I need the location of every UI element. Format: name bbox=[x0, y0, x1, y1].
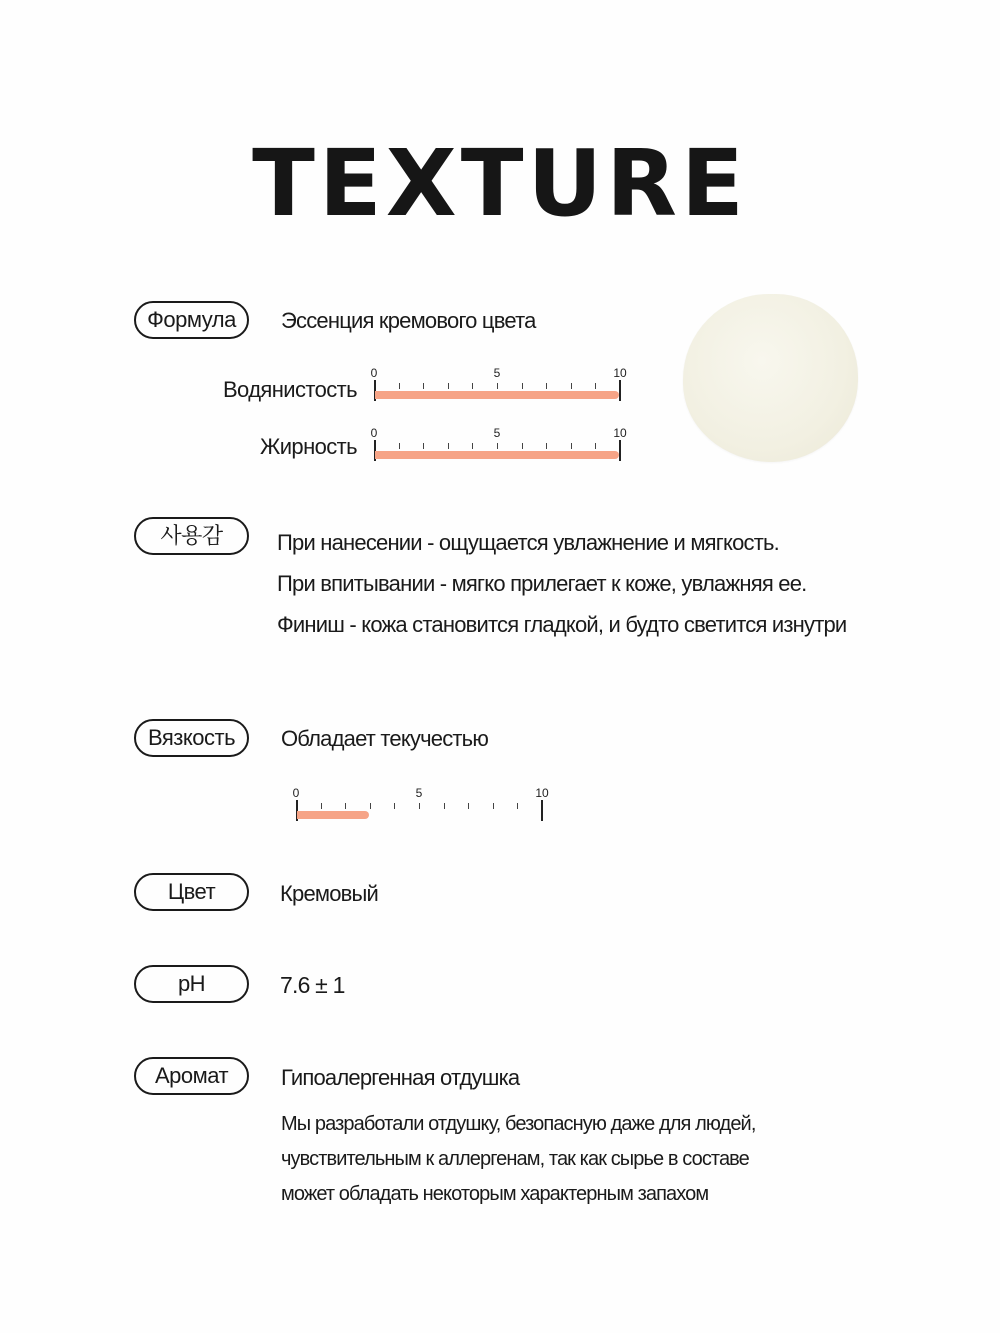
scale-number-10: 10 bbox=[613, 366, 627, 380]
scale-number-10: 10 bbox=[613, 426, 627, 440]
scale-end-mark bbox=[541, 800, 543, 821]
scale-tick bbox=[517, 803, 518, 809]
scale-tick bbox=[522, 443, 523, 449]
scale-tick bbox=[399, 383, 400, 389]
wateriness-scale bbox=[370, 366, 627, 406]
scale-tick bbox=[546, 383, 547, 389]
formula-value: Эссенция кремового цвета bbox=[281, 308, 536, 333]
scale-tick bbox=[497, 383, 498, 389]
scale-number-5: 5 bbox=[493, 366, 501, 380]
scale-tick bbox=[370, 803, 371, 809]
aroma-value: Гипоалергенная отдушка bbox=[281, 1065, 520, 1090]
scale-tick bbox=[419, 803, 420, 809]
oiliness-scale bbox=[370, 426, 627, 466]
feel-label-pill: 사용감 bbox=[134, 517, 249, 555]
aroma-line-1: Мы разработали отдушку, безопасную даже для людей, bbox=[281, 1113, 756, 1135]
scale-tick bbox=[595, 383, 596, 389]
scale-tick bbox=[571, 383, 572, 389]
scale-tick bbox=[399, 443, 400, 449]
ph-label-pill: pH bbox=[134, 965, 249, 1003]
scale-tick bbox=[345, 803, 346, 809]
texture-swatch-image bbox=[683, 294, 858, 462]
scale-tick bbox=[423, 443, 424, 449]
ph-value: 7.6 ± 1 bbox=[280, 972, 345, 998]
wateriness-label: Водянистость bbox=[222, 377, 357, 402]
scale-tick bbox=[472, 443, 473, 449]
scale-number-10: 10 bbox=[535, 786, 549, 800]
feel-line-3: Финиш - кожа становится гладкой, и будто светится изнутри bbox=[277, 612, 847, 637]
feel-line-1: При нанесении - ощущается увлажнение и мягкость. bbox=[277, 530, 779, 555]
scale-fill-bar bbox=[375, 391, 619, 399]
scale-tick bbox=[423, 383, 424, 389]
feel-line-2: При впитывании - мягко прилегает к коже, увлажняя ее. bbox=[277, 571, 807, 596]
scale-fill-bar bbox=[375, 451, 619, 459]
scale-tick bbox=[448, 443, 449, 449]
scale-end-mark bbox=[619, 440, 621, 461]
scale-tick bbox=[321, 803, 322, 809]
scale-number-0: 0 bbox=[370, 366, 378, 380]
aroma-line-2: чувствительным к аллергенам, так как сырье в составе bbox=[281, 1148, 749, 1170]
scale-tick bbox=[448, 383, 449, 389]
viscosity-scale bbox=[292, 786, 549, 826]
scale-number-0: 0 bbox=[370, 426, 378, 440]
page-title: TEXTURE bbox=[252, 130, 748, 237]
scale-tick bbox=[595, 443, 596, 449]
scale-tick bbox=[444, 803, 445, 809]
scale-tick bbox=[394, 803, 395, 809]
color-label-pill: Цвет bbox=[134, 873, 249, 911]
scale-number-5: 5 bbox=[493, 426, 501, 440]
scale-tick bbox=[522, 383, 523, 389]
formula-label-pill: Формула bbox=[134, 301, 249, 339]
aroma-label-pill: Аромат bbox=[134, 1057, 249, 1095]
scale-end-mark bbox=[619, 380, 621, 401]
scale-tick bbox=[493, 803, 494, 809]
aroma-line-3: может обладать некоторым характерным запахом bbox=[281, 1183, 709, 1205]
viscosity-label-pill: Вязкость bbox=[134, 719, 249, 757]
scale-number-5: 5 bbox=[415, 786, 423, 800]
scale-number-0: 0 bbox=[292, 786, 300, 800]
scale-tick bbox=[468, 803, 469, 809]
color-value: Кремовый bbox=[280, 881, 379, 906]
scale-tick bbox=[472, 383, 473, 389]
viscosity-value: Обладает текучестью bbox=[281, 726, 489, 751]
scale-fill-bar bbox=[297, 811, 369, 819]
scale-tick bbox=[546, 443, 547, 449]
scale-tick bbox=[571, 443, 572, 449]
scale-tick bbox=[497, 443, 498, 449]
oiliness-label: Жирность bbox=[260, 434, 357, 459]
